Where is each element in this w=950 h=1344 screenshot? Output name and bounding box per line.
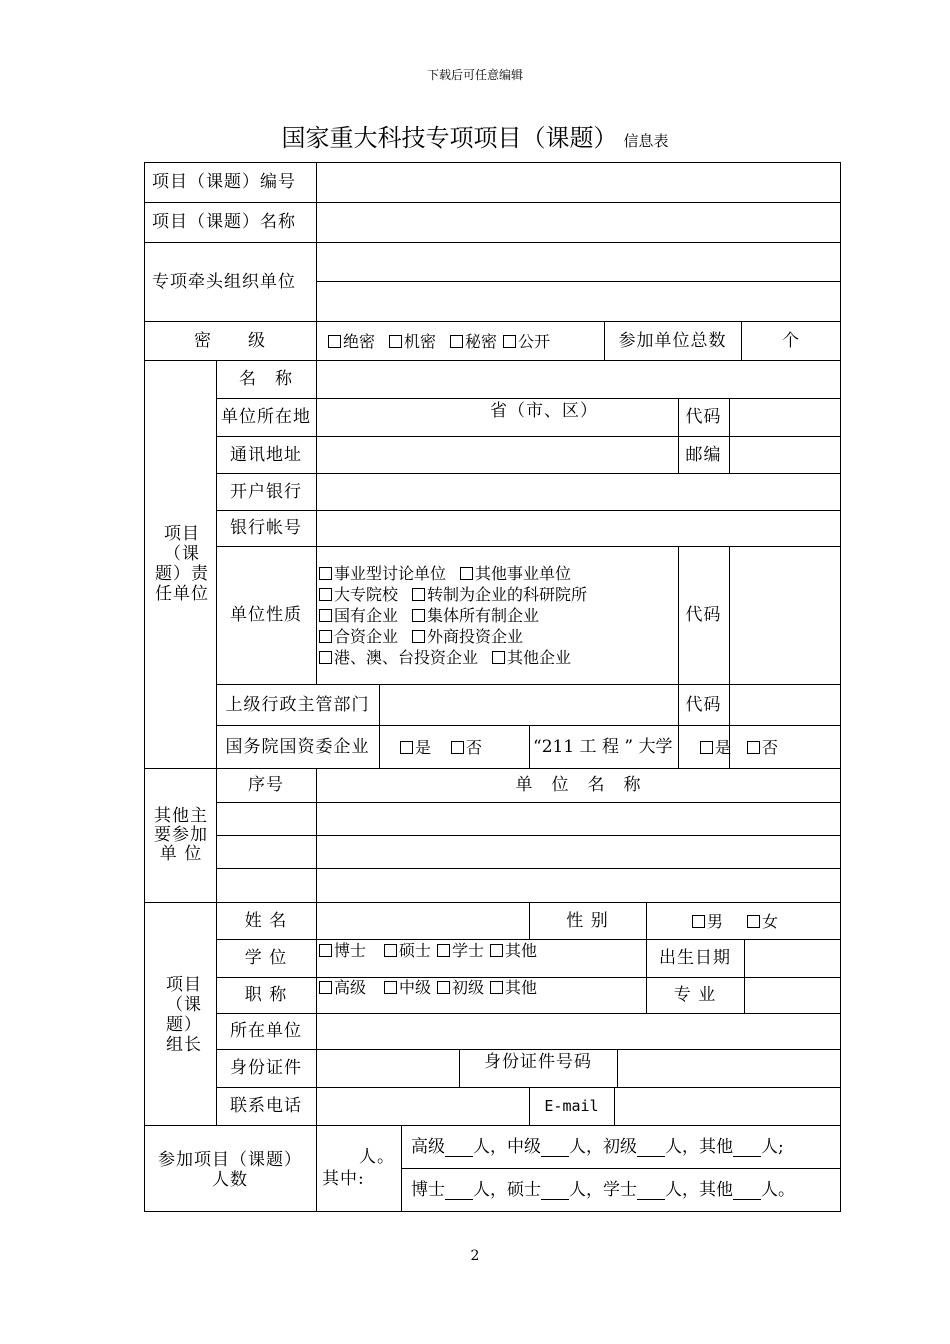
title-main: 国家重大科技专项项目（课题） [281, 124, 618, 152]
nature-other-enterprise-checkbox[interactable]: 其他企业 [492, 648, 571, 667]
title-junior-checkbox[interactable]: 初级 [437, 978, 484, 997]
staff-people-suffix: 人。 [359, 1147, 395, 1167]
unit-location-label: 单位所在地 [221, 407, 311, 427]
nature-converted-institute-checkbox[interactable]: 转制为企业的科研院所 [412, 585, 587, 604]
project-name-label: 项目（课题）名称 [152, 212, 296, 232]
responsible-unit-section-label: 项目（课题）责任单位 [155, 524, 209, 604]
leader-section-label: 项目（课题）组长 [166, 975, 202, 1055]
staff-of-which: 其中: [322, 1169, 365, 1189]
participant-total-label: 参加单位总数 [618, 330, 727, 351]
title-options [319, 978, 537, 998]
account-label: 银行帐号 [230, 518, 302, 538]
birth-date-label: 出生日期 [659, 948, 731, 968]
degree-bachelor-checkbox[interactable]: 学士 [437, 941, 484, 960]
title-suffix: 信息表 [623, 132, 669, 150]
unit-postcode-label: 邮编 [685, 444, 722, 465]
nature-university-checkbox[interactable]: 大专院校 [319, 585, 398, 604]
leader-unit-label: 所在单位 [230, 1021, 302, 1041]
sasac-no-checkbox[interactable]: 否 [451, 738, 482, 757]
leader-title-label: 职 称 [244, 985, 288, 1005]
other-units-name-header: 单 位 名 称 [515, 775, 642, 795]
info-form [144, 162, 841, 1212]
id-doc-label: 身份证件 [230, 1058, 302, 1078]
page-number: 2 [470, 1248, 480, 1264]
nature-other-public-checkbox[interactable]: 其他事业单位 [460, 564, 571, 583]
unit-nature-label: 单位性质 [230, 605, 302, 625]
nature-public-research-checkbox[interactable]: 事业型讨论单位 [319, 564, 446, 583]
page-title [0, 118, 950, 153]
lead-org-label: 专项牵头组织单位 [152, 271, 296, 292]
title-intermediate-checkbox[interactable]: 中级 [384, 978, 431, 997]
other-units-section-label: 其他主要参加单 位 [154, 805, 208, 864]
bank-label: 开户银行 [230, 481, 302, 502]
secrecy-options [328, 332, 550, 352]
nature-collective-checkbox[interactable]: 集体所有制企业 [412, 606, 539, 625]
secrecy-secret-checkbox[interactable]: 秘密 [450, 332, 497, 351]
major-label: 专 业 [673, 985, 717, 1005]
participant-total-unit: 个 [782, 330, 800, 351]
unit-location-code-label: 代码 [685, 407, 722, 427]
project-211-label: “211 工 程 ” 大学 [533, 737, 673, 757]
project-211-options [700, 738, 778, 758]
degree-phd-checkbox[interactable]: 博士 [319, 941, 366, 960]
secrecy-top-secret-checkbox[interactable]: 绝密 [328, 332, 375, 351]
id-number-label: 身份证件号码 [484, 1052, 592, 1072]
gender-female-checkbox[interactable]: 女 [747, 912, 778, 931]
title-senior-checkbox[interactable]: 高级 [319, 978, 366, 997]
sasac-label: 国务院国资委企业 [225, 736, 370, 757]
secrecy-label: 密 级 [194, 330, 266, 351]
staff-degree-line: 博士 人，硕士 人，学士 人，其他 人。 [411, 1180, 795, 1200]
secrecy-public-checkbox[interactable]: 公开 [503, 332, 550, 351]
gender-options [692, 912, 778, 932]
phone-label: 联系电话 [230, 1096, 302, 1116]
leader-gender-label: 性 别 [566, 910, 609, 931]
title-other-checkbox[interactable]: 其他 [490, 978, 537, 997]
staff-count-label: 参加项目（课题）人数 [158, 1150, 302, 1190]
nature-joint-venture-checkbox[interactable]: 合资企业 [319, 627, 398, 646]
unit-name-label: 名 称 [239, 369, 293, 389]
other-units-seq-header: 序号 [248, 775, 284, 795]
nature-hk-macao-tw-checkbox[interactable]: 港、澳、台投资企业 [319, 648, 478, 667]
gender-male-checkbox[interactable]: 男 [692, 912, 723, 931]
project-211-no-checkbox[interactable]: 否 [747, 738, 778, 757]
nature-foreign-checkbox[interactable]: 外商投资企业 [412, 627, 523, 646]
unit-nature-code-label: 代码 [685, 605, 722, 625]
nature-state-owned-checkbox[interactable]: 国有企业 [319, 606, 398, 625]
sasac-options [400, 738, 482, 758]
degree-other-checkbox[interactable]: 其他 [490, 941, 537, 960]
header-note: 下载后可任意编辑 [426, 68, 523, 82]
superior-code-label: 代码 [685, 694, 722, 715]
leader-name-label: 姓 名 [244, 910, 288, 931]
project-number-label: 项目（课题）编号 [152, 172, 296, 192]
staff-rank-line: 高级 人，中级 人，初级 人，其他 人; [411, 1137, 784, 1157]
degree-options [319, 941, 537, 961]
unit-location-hint: 省（市、区） [490, 401, 598, 421]
unit-nature-options [319, 564, 587, 669]
sasac-yes-checkbox[interactable]: 是 [400, 738, 431, 757]
degree-master-checkbox[interactable]: 硕士 [384, 941, 431, 960]
superior-dept-label: 上级行政主管部门 [225, 694, 370, 715]
project-211-yes-checkbox[interactable]: 是 [700, 738, 731, 757]
email-label: E-mail [544, 1097, 599, 1115]
unit-address-label: 通讯地址 [230, 444, 302, 465]
secrecy-confidential-checkbox[interactable]: 机密 [389, 332, 436, 351]
leader-degree-label: 学 位 [244, 948, 288, 968]
